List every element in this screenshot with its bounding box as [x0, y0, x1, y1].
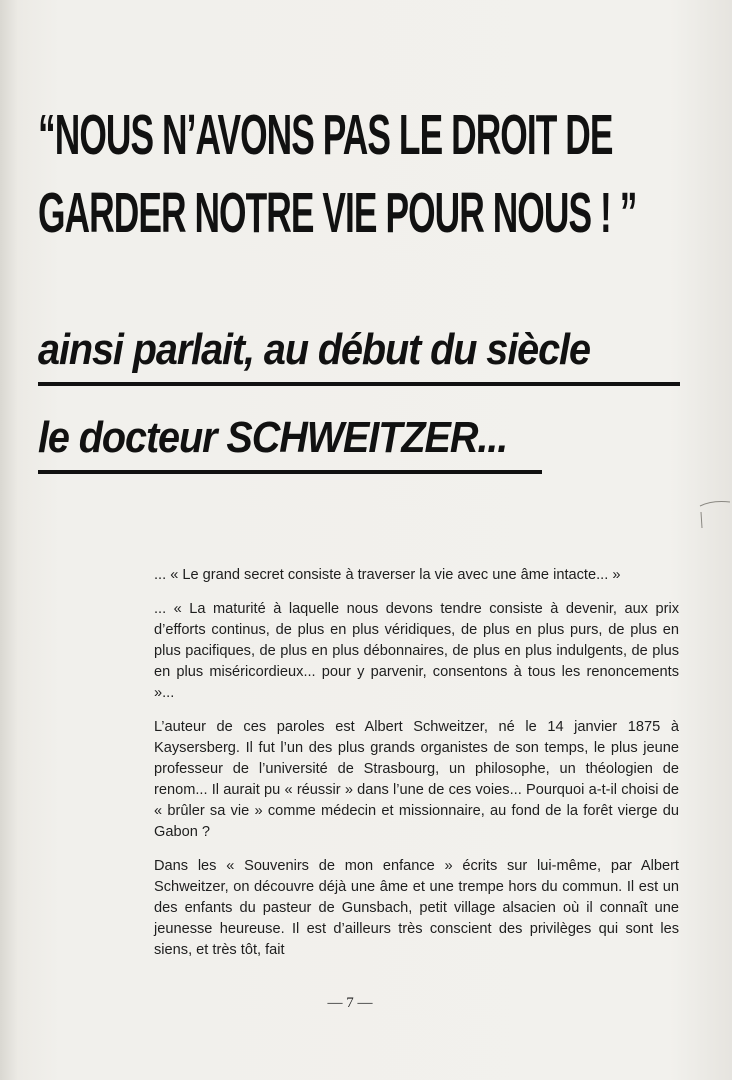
subtitle-line-1: ainsi parlait, au début du siècle: [38, 325, 590, 374]
subtitle-line-2: le docteur SCHWEITZER...: [38, 413, 508, 462]
subtitle-underline-2: [38, 470, 542, 474]
paragraph: ... « Le grand secret consiste à traverser la vie avec une âme intacte... »: [154, 567, 621, 583]
paragraph: Dans les « Souvenirs de mon enfance » écrits sur lui-même, par Albert Schweitzer, on découvre déjà une âme et une trempe hors du commun. Il est un des enfants du pasteur de Gunsbach, petit village alsacien où il connaît une jeunesse heureuse. Il est d’ailleurs très conscient des privilèges qui sont les siens, et très tôt, fait: [154, 858, 679, 958]
headline-line-2: GARDER NOTRE VIE POUR NOUS ! ”: [38, 181, 637, 245]
headline-line-1: “NOUS N’AVONS PAS LE DROIT DE: [38, 103, 613, 167]
paragraph: ... « La maturité à laquelle nous devons tendre consiste à devenir, aux prix d’efforts continus, de plus en plus véridiques, de plus en plus purs, de plus en plus pacifiques, de plus en plus débonnaires, de plus en plus indulgents, de plus en plus miséricordieux... pour y parvenir, consentons à tous les renoncements »...: [154, 601, 679, 701]
subtitle-underline-1: [38, 382, 680, 386]
bleed-through-mark: [698, 498, 732, 534]
headline: [38, 96, 637, 252]
body-text: [154, 565, 679, 974]
page-number: — 7 —: [327, 995, 373, 1011]
paragraph: L’auteur de ces paroles est Albert Schweitzer, né le 14 janvier 1875 à Kaysersberg. Il fut l’un des plus grands organistes de son temps, le plus jeune professeur de l’université de Strasbourg, un philosophe, un théologien de renom... Il aurait pu « réussir » dans l’une de ces voies... Pourquoi a-t-il choisi de « brûler sa vie » comme médecin et missionnaire, au fond de la forêt vierge du Gabon ?: [154, 719, 679, 840]
